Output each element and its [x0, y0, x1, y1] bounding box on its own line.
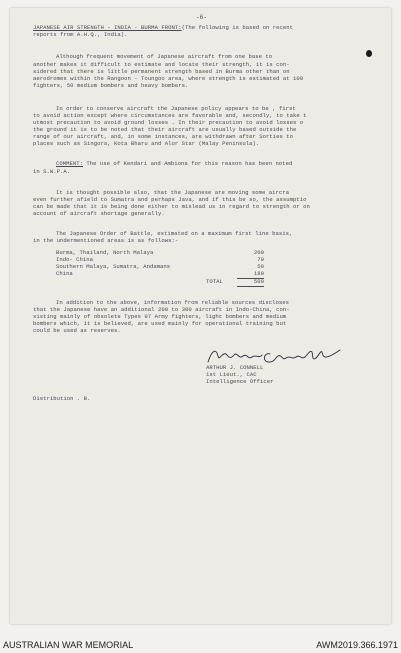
para1-line: sidered that there is little permanent strength based in Burma other than on	[33, 68, 290, 75]
para4-line: The Japanese Order of Battle, estimated on a maximum first line basis,	[56, 230, 293, 237]
value-cell: 200	[253, 249, 264, 256]
table-row	[56, 249, 286, 256]
intro-line-2: reports from A.H.Q., India).	[33, 31, 128, 38]
para5-line: sisting mainly of obsolete Types 97 Army fighters, light bombers and medium	[33, 313, 287, 320]
area-cell: Southern Malaya, Sumatra, Andamans	[56, 263, 171, 270]
para3-line: It is thought possible also, that the Japanese are moving some aircra	[56, 189, 289, 196]
total-underline	[237, 286, 264, 287]
distribution-line: Distribution . B.	[33, 395, 91, 402]
value-cell: 180	[253, 270, 264, 277]
comment-line-2: in S.W.P.A.	[33, 168, 71, 175]
para5-line: that the Japanese have an additional 200 to 300 aircraft in Indo-China, con-	[33, 306, 290, 313]
para1-line: Although frequent movement of Japanese aircraft from one base to	[56, 53, 273, 60]
para3-line: account of aircraft shortage generally.	[33, 210, 165, 217]
para1-line: another makes it difficult to estimate and locate their strength, it is con-	[33, 61, 290, 68]
para5-line: could be used as reserves.	[33, 327, 121, 334]
total-value: 500	[253, 278, 264, 285]
area-cell: Burma, Thailand, North Malaya	[56, 249, 154, 256]
section-heading: JAPANESE AIR STRENGTH - INDIA - BURMA FRONT:	[33, 24, 182, 31]
para5-line: In addition to the above, information from reliable sources discloses	[56, 299, 289, 306]
total-row	[56, 278, 286, 285]
intro-note: (The following is based on recent	[181, 24, 294, 31]
para1-line: aerodromes within the Rangoon - Toungoo area, where strength is estimated at 100	[33, 75, 304, 82]
para2-line: utmost precaution to avoid ground losses . In their precaution to avoid losses o	[33, 119, 304, 126]
total-label: TOTAL	[206, 278, 223, 285]
table-row	[56, 256, 286, 263]
archive-footer	[0, 631, 401, 653]
para2-line: range of our aircraft, and, in some instances, are withdrawn after Sorties to	[33, 133, 294, 140]
table-row	[56, 263, 286, 270]
signatory-name: ARTHUR J. CONNELL	[206, 364, 264, 371]
signatory-role: Intelligence Officer	[206, 378, 274, 385]
document-page	[10, 8, 391, 624]
para2-line: places such as Singora, Kota Bharu and Alor Star (Malay Peninsula).	[33, 140, 260, 147]
comment-label: COMMENT:	[56, 160, 84, 167]
order-of-battle-table	[56, 249, 286, 285]
value-cell: 70	[257, 256, 264, 263]
footer-institution: AUSTRALIAN WAR MEMORIAL	[3, 640, 134, 650]
para1-line: fighters, 50 medium bombers and heavy bombers.	[33, 82, 189, 89]
table-row	[56, 270, 286, 277]
para3-line: can be made that it is being done either to mislead us in regard to strength or on	[33, 203, 310, 210]
comment-line-1	[56, 160, 292, 167]
para4-line: in the undermentioned areas is as follows:-	[33, 237, 179, 244]
para2-line: In order to conserve aircraft the Japanese policy appears to be , first	[56, 105, 296, 112]
punch-hole-mark	[366, 50, 372, 57]
para5-line: bombers which, it is believed, are used mainly for operational training but	[33, 320, 287, 327]
area-cell: China	[56, 270, 73, 277]
para2-line: to avoid action except where circumstances are favorable and, secondly, to take t	[33, 112, 307, 119]
para2-line: the ground it is to be noted that their aircraft are usually based outside the	[33, 126, 297, 133]
signatory-rank: 1st Lieut., CAC	[206, 371, 257, 378]
comment-text: The use of Kendari and Ambiona for this reason has been noted	[86, 160, 293, 167]
footer-accession-number: AWM2019.366.1971	[316, 640, 398, 650]
value-cell: 50	[257, 263, 264, 270]
area-cell: Indo- China	[56, 256, 93, 263]
para3-line: even further afield to Sumatra and perhaps Java, and if this be so, the assumptio	[33, 196, 307, 203]
page-number: -6-	[196, 14, 207, 21]
